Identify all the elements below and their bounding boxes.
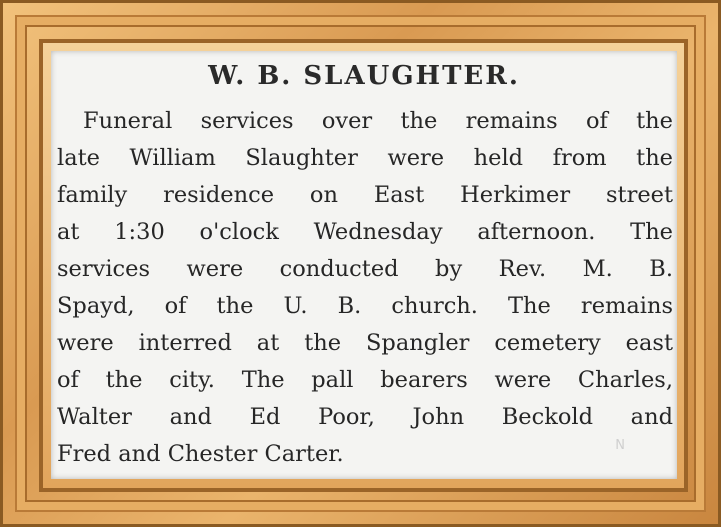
article-line: late William Slaughter were held from the [57,145,673,171]
watermark-letter: N [615,438,625,453]
newspaper-clipping [51,51,677,479]
article-line: Walter and Ed Poor, John Beckold and [57,404,673,430]
article-headline: W. B. SLAUGHTER. [208,61,520,91]
article-line: family residence on East Herkimer street [57,182,673,208]
article-line: Funeral services over the remains of the [83,108,673,134]
article-line: Spayd, of the U. B. church. The remains [57,293,673,319]
article-line: services were conducted by Rev. M. B. [57,256,673,282]
article-line: Fred and Chester Carter. [57,441,344,467]
article-body [57,103,673,473]
article-line: were interred at the Spangler cemetery east [57,330,673,356]
article-line: of the city. The pall bearers were Charles, [57,367,673,393]
article-line: at 1:30 o'clock Wednesday afternoon. The [57,219,673,245]
